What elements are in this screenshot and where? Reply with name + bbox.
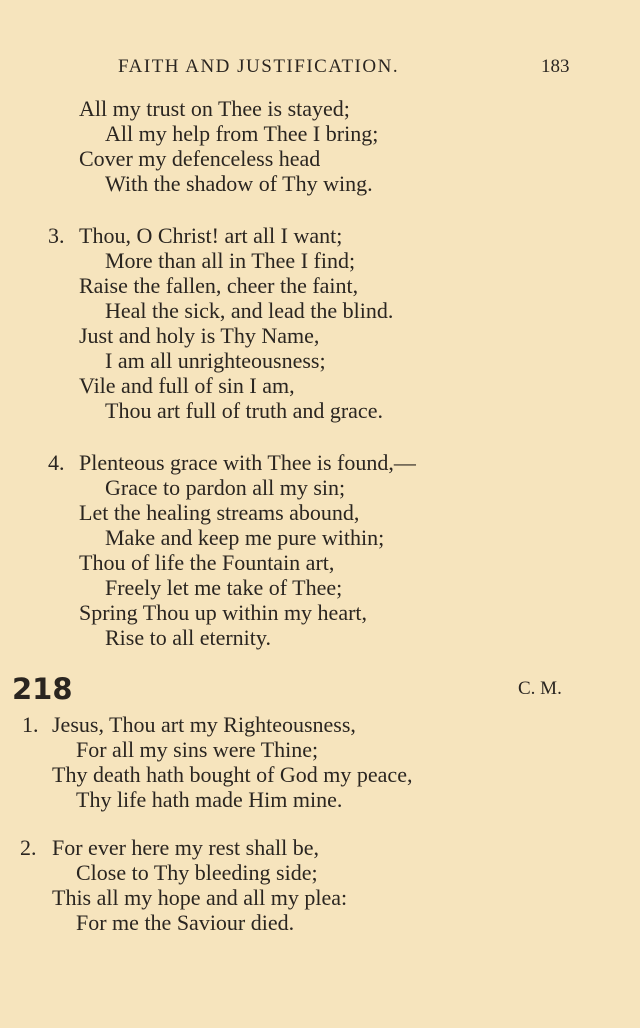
verse-line: Thou art full of truth and grace. bbox=[105, 398, 383, 423]
verse-line: Grace to pardon all my sin; bbox=[105, 475, 346, 500]
verse-line: Just and holy is Thy Name, bbox=[79, 323, 320, 348]
verse-line: More than all in Thee I find; bbox=[105, 248, 356, 273]
verse-line: Thy death hath bought of God my peace, bbox=[52, 762, 413, 787]
verse-line: Plenteous grace with Thee is found,— bbox=[79, 450, 416, 475]
verse-line: Rise to all eternity. bbox=[105, 625, 271, 650]
verse-line: With the shadow of Thy wing. bbox=[105, 171, 373, 196]
verse-line: This all my hope and all my plea: bbox=[52, 885, 348, 910]
verse-line: Cover my defenceless head bbox=[79, 146, 321, 171]
verse-line: Raise the fallen, cheer the faint, bbox=[79, 273, 359, 298]
verse-line: For me the Saviour died. bbox=[76, 910, 295, 935]
verse-line: Let the healing streams abound, bbox=[79, 500, 360, 525]
verse-number: 2. bbox=[20, 835, 37, 860]
hymn-number: 218 bbox=[12, 672, 73, 706]
verse-line: Spring Thou up within my heart, bbox=[79, 600, 368, 625]
page-number: 183 bbox=[541, 56, 570, 77]
verse-line: All my help from Thee I bring; bbox=[105, 121, 379, 146]
verse-line: All my trust on Thee is stayed; bbox=[79, 96, 350, 121]
verse-line: Make and keep me pure within; bbox=[105, 525, 385, 550]
verse-line: Heal the sick, and lead the blind. bbox=[105, 298, 394, 323]
verse-line: For all my sins were Thine; bbox=[76, 737, 319, 762]
running-head bbox=[0, 56, 640, 86]
hymn-meter: C. M. bbox=[518, 678, 562, 699]
verse-number: 1. bbox=[22, 712, 39, 737]
verse-line: I am all unrighteousness; bbox=[105, 348, 326, 373]
verse-number: 4. bbox=[48, 450, 65, 475]
verse-number: 3. bbox=[48, 223, 65, 248]
verse-line: Thou of life the Fountain art, bbox=[79, 550, 335, 575]
verse-line: Thy life hath made Him mine. bbox=[76, 787, 343, 812]
verse-line: For ever here my rest shall be, bbox=[52, 835, 319, 860]
verse-line: Freely let me take of Thee; bbox=[105, 575, 343, 600]
section-title: FAITH AND JUSTIFICATION. bbox=[118, 56, 400, 77]
verse-line: Thou, O Christ! art all I want; bbox=[79, 223, 343, 248]
verse-line: Jesus, Thou art my Righteousness, bbox=[52, 712, 356, 737]
verse-line: Vile and full of sin I am, bbox=[79, 373, 295, 398]
verse-line: Close to Thy bleeding side; bbox=[76, 860, 318, 885]
